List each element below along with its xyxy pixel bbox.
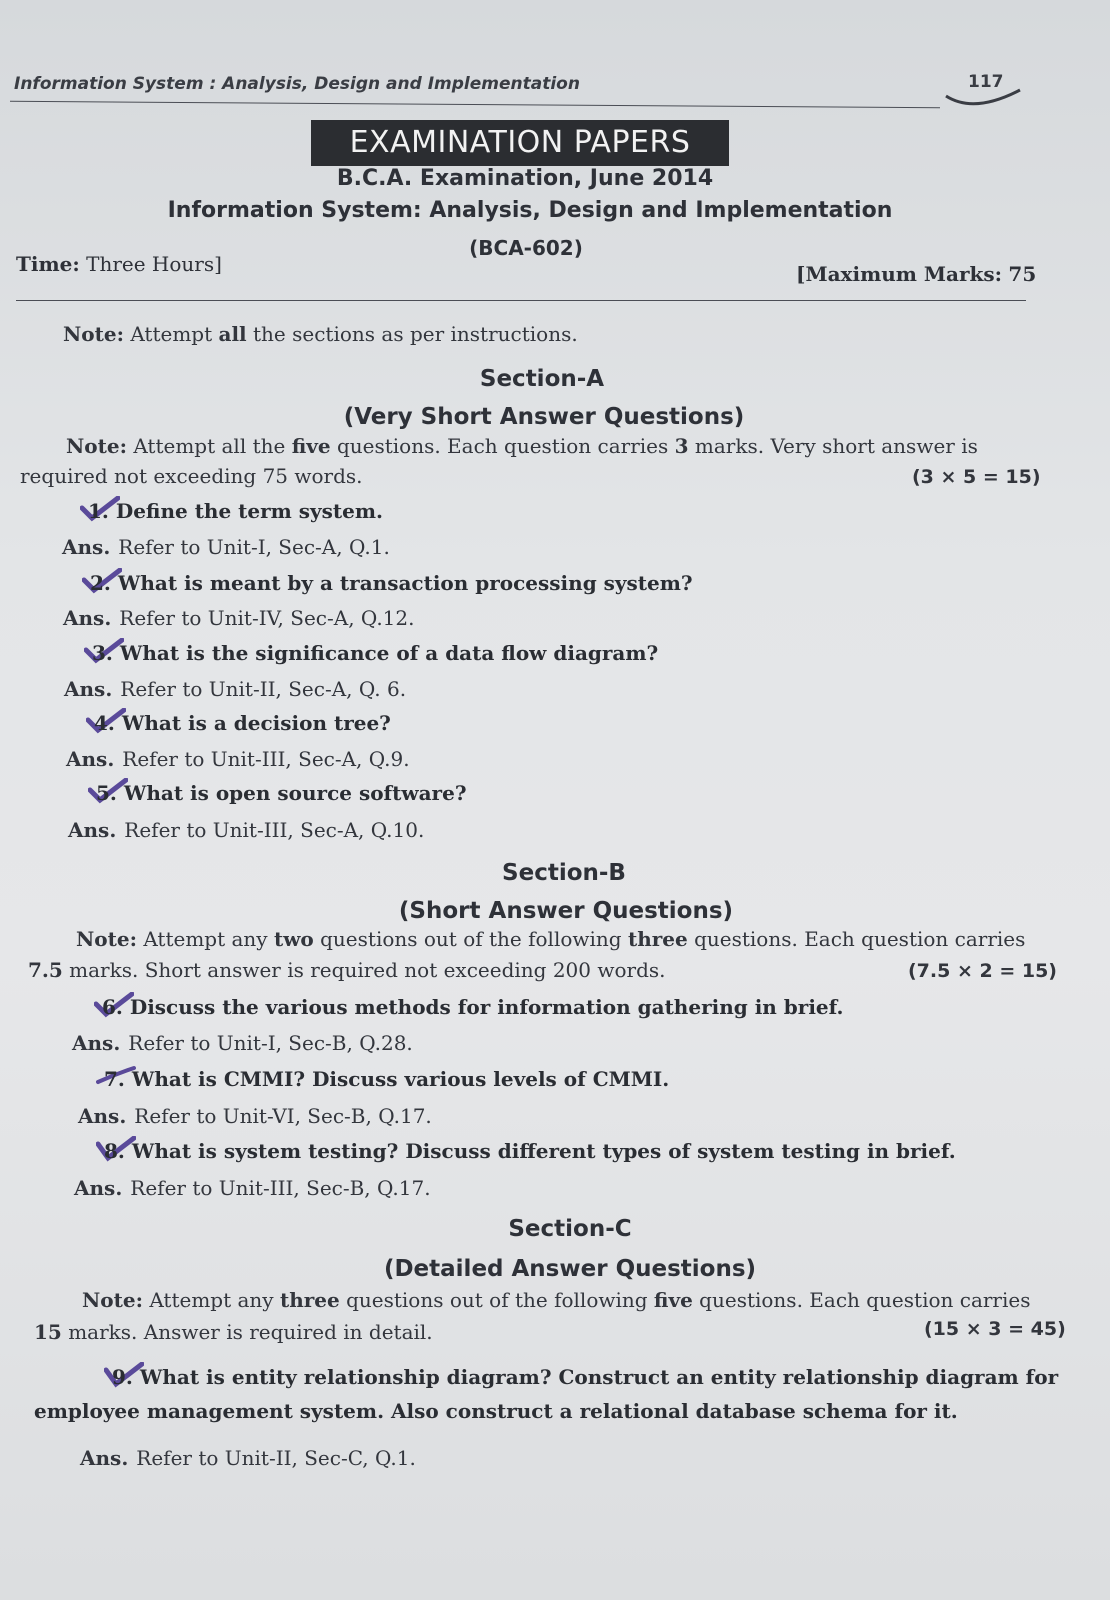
general-note-text-b: the sections as per instructions.: [253, 322, 578, 346]
answer-label: Ans.: [74, 1176, 123, 1200]
section-a-title: Section-A: [479, 366, 605, 392]
question-6: [102, 990, 844, 1024]
answer-9: [80, 1446, 416, 1470]
question-text: What is meant by a transaction processing system?: [117, 571, 693, 595]
section-b-title: Section-B: [502, 860, 626, 886]
question-number: 5.: [96, 781, 117, 805]
answer-text: Refer to Unit-III, Sec-A, Q.9.: [122, 747, 410, 771]
question-9: [112, 1360, 1058, 1394]
exam-title: B.C.A. Examination, June 2014: [336, 166, 714, 191]
question-number: 4.: [94, 711, 115, 735]
section-c-subtitle: (Detailed Answer Questions): [383, 1256, 757, 1282]
question-4: [94, 706, 391, 740]
section-c-note-label: Note:: [82, 1288, 143, 1312]
question-3: [92, 636, 658, 670]
question-text: What is entity relationship diagram? Construct an entity relationship diagram for: [139, 1365, 1059, 1389]
general-note-bold: all: [218, 322, 247, 346]
question-number: 9.: [112, 1365, 133, 1389]
section-b-note-bold2: three: [627, 927, 688, 951]
answer-2: [63, 606, 414, 630]
section-b-note-line2: [28, 956, 666, 985]
answer-text: Refer to Unit-II, Sec-C, Q.1.: [136, 1446, 416, 1470]
question-number: 2.: [90, 571, 111, 595]
section-b-marks: (7.5 × 2 = 15): [908, 960, 1057, 982]
answer-1: [62, 535, 390, 559]
section-b-note-c: questions. Each question carries: [694, 927, 1026, 951]
page-number: 117: [968, 72, 1004, 92]
answer-label: Ans.: [66, 747, 115, 771]
section-a-note: [20, 432, 1030, 461]
question-text: Discuss the various methods for information gathering in brief.: [129, 995, 844, 1019]
answer-label: Ans.: [72, 1031, 121, 1055]
section-c-note: [34, 1286, 1054, 1315]
answer-7: [78, 1104, 432, 1128]
answer-8: [74, 1176, 431, 1200]
question-text: What is a decision tree?: [121, 711, 391, 735]
answer-3: [64, 677, 406, 701]
section-c-note-c: questions. Each question carries: [699, 1288, 1031, 1312]
general-note-label: Note:: [63, 322, 124, 346]
question-number: 1.: [88, 499, 109, 523]
section-c-note-line2: [34, 1318, 433, 1347]
answer-5: [68, 818, 424, 842]
section-b-note-line2-bold: 7.5: [28, 958, 63, 982]
section-c-note-bold: three: [279, 1288, 340, 1312]
general-note-text-a: Attempt: [130, 322, 213, 346]
section-b-note-a: Attempt any: [143, 927, 268, 951]
answer-6: [72, 1031, 413, 1055]
subject-title: Information System: Analysis, Design and Implementation: [167, 198, 893, 223]
section-b-note-label: Note:: [76, 927, 137, 951]
answer-label: Ans.: [78, 1104, 127, 1128]
section-a-note-line2: required not exceeding 75 words.: [20, 464, 363, 488]
question-text: What is the significance of a data flow diagram?: [119, 641, 659, 665]
course-code: (BCA-602): [469, 236, 583, 260]
max-marks-info: [796, 262, 1036, 286]
section-a-note-bold: five: [291, 434, 331, 458]
section-a-note-b: questions. Each question carries: [336, 434, 669, 458]
section-c-note-a: Attempt any: [149, 1288, 274, 1312]
answer-label: Ans.: [80, 1446, 129, 1470]
general-note: [63, 320, 578, 349]
title-rule: [16, 300, 1026, 301]
time-label: Time:: [16, 252, 80, 276]
section-b-subtitle: (Short Answer Questions): [398, 898, 734, 924]
answer-label: Ans.: [62, 535, 111, 559]
answer-text: Refer to Unit-IV, Sec-A, Q.12.: [119, 606, 415, 630]
answer-text: Refer to Unit-III, Sec-A, Q.10.: [124, 818, 425, 842]
question-number: 3.: [92, 641, 113, 665]
answer-text: Refer to Unit-I, Sec-B, Q.28.: [128, 1031, 413, 1055]
section-a-note-bold2: 3: [674, 434, 689, 458]
section-a-subtitle: (Very Short Answer Questions): [343, 404, 745, 430]
question-text: What is CMMI? Discuss various levels of CMMI.: [131, 1067, 670, 1091]
answer-text: Refer to Unit-II, Sec-A, Q. 6.: [120, 677, 407, 701]
examination-papers-banner: EXAMINATION PAPERS: [311, 120, 729, 166]
question-text: Define the term system.: [115, 499, 384, 523]
time-info: [16, 252, 222, 276]
section-b-note-bold: two: [273, 927, 314, 951]
answer-label: Ans.: [64, 677, 113, 701]
section-b-note-b: questions out of the following: [320, 927, 622, 951]
question-text: What is system testing? Discuss different types of system testing in brief.: [131, 1139, 956, 1163]
max-marks-value: 75: [1008, 262, 1037, 286]
running-head: Information System : Analysis, Design and Implementation: [14, 74, 580, 94]
max-marks-label: [Maximum Marks:: [796, 262, 1003, 286]
section-c-title: Section-C: [508, 1216, 632, 1242]
question-7: [104, 1062, 669, 1096]
section-c-marks: (15 × 3 = 45): [924, 1318, 1066, 1340]
answer-text: Refer to Unit-I, Sec-A, Q.1.: [118, 535, 390, 559]
section-b-note: [28, 925, 1048, 954]
question-number: 7.: [104, 1067, 125, 1091]
page-number-swoosh: [944, 88, 1024, 110]
section-a-note-a: Attempt all the: [133, 434, 286, 458]
section-a-note-label: Note:: [66, 434, 127, 458]
section-a-marks: (3 × 5 = 15): [912, 466, 1041, 488]
section-b-note-line2-text: marks. Short answer is required not exceeding 200 words.: [69, 958, 666, 982]
answer-text: Refer to Unit-VI, Sec-B, Q.17.: [134, 1104, 432, 1128]
question-1: [88, 494, 383, 528]
question-2: [90, 566, 693, 600]
section-c-note-line2-text: marks. Answer is required in detail.: [68, 1320, 433, 1344]
answer-label: Ans.: [63, 606, 112, 630]
section-c-note-b: questions out of the following: [346, 1288, 648, 1312]
question-number: 8.: [104, 1139, 125, 1163]
header-rule: [10, 101, 940, 108]
section-c-note-line2-bold: 15: [34, 1320, 62, 1344]
question-text: What is open source software?: [123, 781, 467, 805]
answer-text: Refer to Unit-III, Sec-B, Q.17.: [130, 1176, 431, 1200]
question-number: 6.: [102, 995, 123, 1019]
answer-label: Ans.: [68, 818, 117, 842]
time-value: Three Hours]: [86, 252, 222, 276]
section-c-note-bold2: five: [653, 1288, 693, 1312]
section-a-note-c: marks. Very short answer is: [694, 434, 978, 458]
question-5: [96, 776, 467, 810]
question-8: [104, 1134, 956, 1168]
answer-4: [66, 747, 410, 771]
question-9-line2: employee management system. Also construct a relational database schema for it.: [34, 1399, 958, 1423]
